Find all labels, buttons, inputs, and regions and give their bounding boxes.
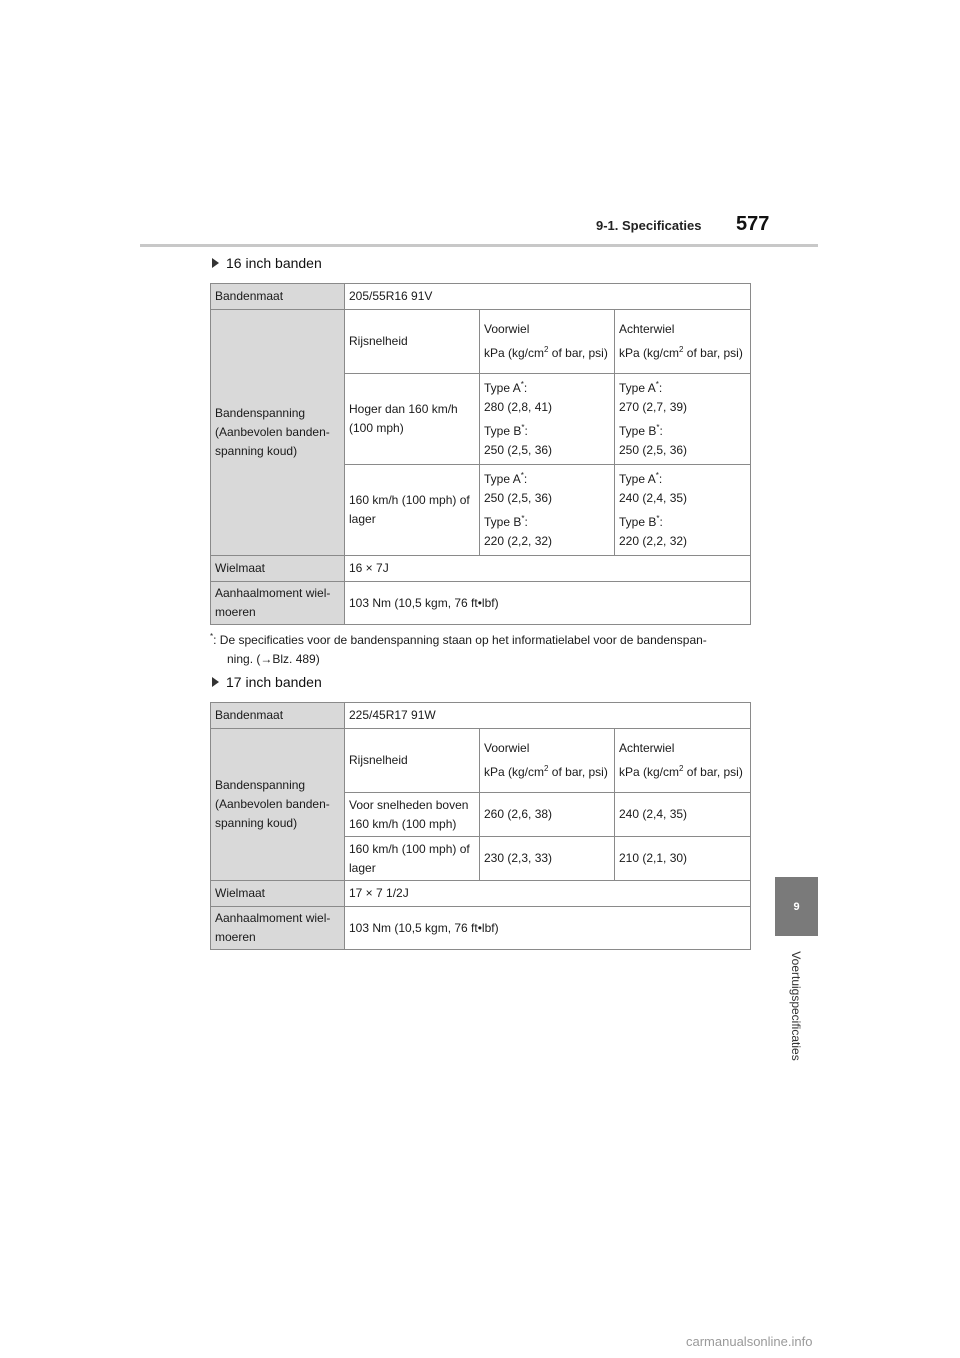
torque-value: 103 Nm (10,5 kgm, 76 ft•lbf)	[345, 582, 751, 625]
table-row	[211, 556, 751, 582]
high-speed-front	[480, 374, 615, 465]
high-speed-label: Hoger dan 160 km/h (100 mph)	[345, 374, 480, 465]
section-title: 9-1. Specificaties	[596, 218, 702, 233]
high-speed-label: Voor snelheden boven 160 km/h (100 mph)	[345, 793, 480, 837]
type-b-value: 220 (2,2, 32)	[484, 533, 553, 548]
speed-label: Rijsnelheid	[345, 310, 480, 374]
front-wheel-unit: kPa ($kg/cm^2$ of bar, psi)	[484, 764, 608, 779]
footnote-marker: *	[210, 632, 214, 641]
front-wheel-unit: kPa ($kg/cm^2$ of bar, psi)	[484, 345, 608, 360]
footnote-line-1	[210, 631, 755, 650]
type-a-label: Type A*:	[619, 379, 663, 395]
footnote-text: : De specificaties voor de bandenspanning staan op het informatielabel voor de bandenspan-	[213, 633, 707, 647]
type-a-label: Type A*:	[619, 470, 663, 486]
type-b-label: Type B*:	[619, 422, 663, 438]
chapter-tab[interactable]	[775, 877, 818, 936]
wheel-size-value: 16 × 7J	[345, 556, 751, 582]
table-row	[211, 729, 751, 793]
type-a-value: 240 (2,4, 35)	[619, 490, 688, 505]
type-a-value: 280 (2,8, 41)	[484, 399, 553, 414]
chapter-label: Voertuigspecificaties	[789, 951, 803, 1061]
table-row	[211, 284, 751, 310]
arrow-right-icon	[212, 258, 219, 268]
low-speed-rear	[615, 465, 751, 556]
type-b-label: Type B*:	[484, 513, 528, 529]
front-wheel-header	[480, 310, 615, 374]
rear-wheel-header	[615, 729, 751, 793]
front-wheel-title: Voorwiel	[484, 322, 530, 336]
low-speed-label: 160 km/h (100 mph) of lager	[345, 837, 480, 881]
section-heading-16	[212, 255, 322, 271]
rear-wheel-header	[615, 310, 751, 374]
rear-wheel-unit: kPa ($kg/cm^2$ of bar, psi)	[619, 345, 743, 360]
section-heading-17	[212, 674, 322, 690]
low-speed-label: 160 km/h (100 mph) of lager	[345, 465, 480, 556]
type-a-value: 250 (2,5, 36)	[484, 490, 553, 505]
chapter-number: 9	[793, 900, 800, 913]
table-row	[211, 310, 751, 374]
torque-label: Aanhaalmoment wiel-moeren	[211, 907, 345, 950]
speed-label: Rijsnelheid	[345, 729, 480, 793]
high-speed-front: 260 (2,6, 38)	[480, 793, 615, 837]
header-divider	[140, 244, 818, 247]
rear-wheel-unit: kPa ($kg/cm^2$ of bar, psi)	[619, 764, 743, 779]
tire-size-value: 225/45R17 91W	[345, 703, 751, 729]
type-a-value: 270 (2,7, 39)	[619, 399, 688, 414]
type-b-value: 220 (2,2, 32)	[619, 533, 688, 548]
tire-size-value: 205/55R16 91V	[345, 284, 751, 310]
tire-spec-table-17	[210, 702, 751, 950]
page-number: 577	[736, 213, 770, 235]
tire-size-label: Bandenmaat	[211, 284, 345, 310]
rear-wheel-title: Achterwiel	[619, 741, 675, 755]
front-wheel-header	[480, 729, 615, 793]
pressure-label: Bandenspanning (Aanbevolen banden-spanning koud)	[211, 729, 345, 881]
type-a-label: Type A*:	[484, 470, 528, 486]
table-row	[211, 881, 751, 907]
front-wheel-title: Voorwiel	[484, 741, 530, 755]
torque-label: Aanhaalmoment wiel-moeren	[211, 582, 345, 625]
tire-spec-table-16	[210, 283, 751, 625]
watermark: carmanualsonline.info	[686, 1334, 813, 1349]
rear-wheel-title: Achterwiel	[619, 322, 675, 336]
footnote-line-2[interactable]: ning. (→Blz. 489)	[227, 652, 320, 666]
high-speed-rear	[615, 374, 751, 465]
wheel-size-value: 17 × 7 1/2J	[345, 881, 751, 907]
low-speed-front: 230 (2,3, 33)	[480, 837, 615, 881]
arrow-right-icon	[212, 677, 219, 687]
type-b-value: 250 (2,5, 36)	[619, 442, 688, 457]
type-b-value: 250 (2,5, 36)	[484, 442, 553, 457]
pressure-label: Bandenspanning (Aanbevolen banden-spanning koud)	[211, 310, 345, 556]
low-speed-front	[480, 465, 615, 556]
torque-value: 103 Nm (10,5 kgm, 76 ft•lbf)	[345, 907, 751, 950]
section-heading-text: 17 inch banden	[226, 674, 322, 690]
high-speed-rear: 240 (2,4, 35)	[615, 793, 751, 837]
type-b-label: Type B*:	[484, 422, 528, 438]
wheel-size-label: Wielmaat	[211, 556, 345, 582]
tire-size-label: Bandenmaat	[211, 703, 345, 729]
type-a-label: Type A*:	[484, 379, 528, 395]
footnote	[210, 631, 755, 669]
section-heading-text: 16 inch banden	[226, 255, 322, 271]
table-row	[211, 907, 751, 950]
table-row	[211, 582, 751, 625]
wheel-size-label: Wielmaat	[211, 881, 345, 907]
table-row	[211, 703, 751, 729]
type-b-label: Type B*:	[619, 513, 663, 529]
low-speed-rear: 210 (2,1, 30)	[615, 837, 751, 881]
